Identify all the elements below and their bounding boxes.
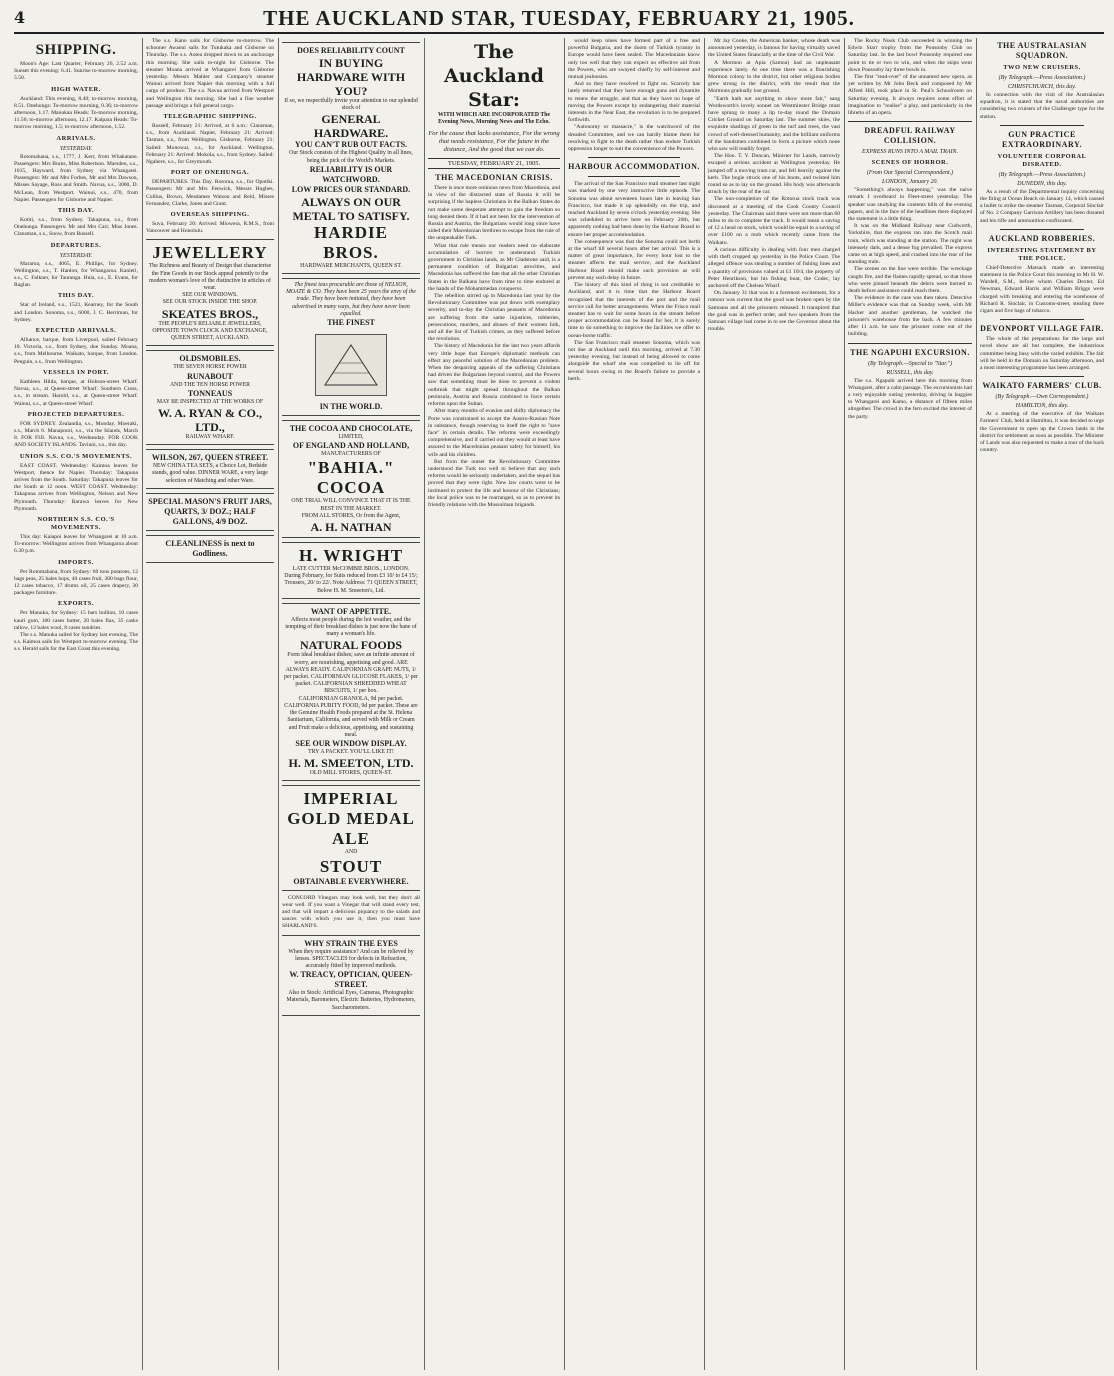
olds-line5: MAY BE INSPECTED AT THE WORKS OF <box>156 398 264 405</box>
natural-foods-advert <box>282 603 420 781</box>
col7-para-4: It was on the Midland Railway near Cudworth, Yorkshire, that the express ran into the Scotch mail train, which was standing at the station. The night was intensely dark, and a dense fog prevailed. The express came on at high speed, and crashed into the rear of the standing train. <box>848 223 972 266</box>
gold-medal-line: GOLD MEDAL <box>287 809 415 829</box>
running-head: THE AUCKLAND STAR, TUESDAY, FEBRUARY 21, 1905. <box>263 6 855 30</box>
hamilton-dateline: HAMILTON, this day. <box>1015 403 1069 410</box>
optician-footer: Also in Stock: Artificial Eyes, Cameras, Photographic Materials, Barometers, Electric Batteries, Hydrometers, Saccharometers. <box>286 990 416 1011</box>
this-day-heading: THIS DAY. <box>57 207 95 215</box>
col5-para-2: And so they have resolved to fight on. Scarcely has lately returned that they have enough guns and dynamite to renew the struggle, and that as they have no hope of moving the Powers except by endangering their material interests in the Near East, the revolution is to be prepared forthwith. <box>568 81 700 124</box>
own-correspondent-tag: (By Telegraph.—Own Correspondent.) <box>995 394 1089 401</box>
editorial-para-4: The history of Macedonia for the last two years affords very little hope that Europe's diplomatic methods can effect any peaceful solution of the Macedonian problem. When the despairing appeals of the suffering Christians had driven the Bulgarians beyond control, and the Powers saw that something must be done to prevent a violent outbreak that might spread throughout the Balkan peninsula, Austria and Russia combined to force certain reforms upon the Sultan. <box>428 343 560 408</box>
optician-body: When they require assistance? And can be relieved by lenses. SPECTACLES for defects in Refraction, accurately fitted by improved methods. <box>288 948 414 969</box>
column-railway-collision <box>848 38 977 1370</box>
wright-heading: H. WRIGHT <box>298 546 404 566</box>
cruisers-sub: TWO NEW CRUISERS. <box>1003 64 1081 71</box>
tea-logo-image <box>315 334 387 396</box>
vessels-text: Kathleen Hilda, barque, at Hobson-street Wharf. Navua, s.s., at Queen-street Wharf. Southern Cross, s.s., in stream. Harold, s.s., at Queen-street Wharf. Wainui, s.s., at Queen-street Wharf. <box>14 378 138 407</box>
divider <box>588 157 680 158</box>
col7-para-6: The evidence in the case was then taken. Detective Miller's evidence was that on Sunday week, with Mr Hacker and another gentleman, he watched the prisoner's warehouse from the back. A few minutes after 11 a.m. he saw the prisoner come out of the building. <box>848 295 972 338</box>
cocoa-line1: THE COCOA AND CHOCOLATE, <box>289 424 413 434</box>
jewellery-body: The Richness and Beauty of Design that characterise the Fine Goods in our Stock appeal potently to the modern woman's love of the distinctive in articles of wear. <box>148 263 272 292</box>
natural-foods-heading: NATURAL FOODS <box>299 638 403 653</box>
olds-firm: W. A. RYAN & CO., LTD., <box>157 405 263 434</box>
smeeton-address: OLD MILL STORES, QUEEN-ST. <box>309 770 393 777</box>
cocoa-line6: ONE TRIAL WILL CONVINCE THAT IT IS THE BEST IN THE MARKET. <box>291 498 411 512</box>
expected-heading: EXPECTED ARRIVALS. <box>35 327 117 335</box>
col8-para-6: At a meeting of the executive of the Waikato Farmers' Club, held at Hamilton, it was decided to urge the Government to open up the Crown lands in the district for settlement as soon as possible. The Minister of Lands was also requested to make a tour of the back country. <box>980 411 1104 454</box>
hardware-line5: RELIABILITY IS OUR WATCHWORD. <box>309 164 393 184</box>
mason-price: QUARTS, 3/ DOZ.; HALF GALLONS, 4/9 DOZ. <box>164 506 256 526</box>
divider <box>1000 376 1084 377</box>
arrivals-day: YESTERDAY. <box>59 145 93 152</box>
hardware-line3: GENERAL HARDWARE. <box>313 112 389 141</box>
col6-para-7: On January 31 that was in a foremost excitement, for a rumour was current that the good was broken open by the Samoans and all the prisoners released. It transpired that the goal was in perfect order, and two speakers from the Samoan village had come in to see the Governor about the trouble. <box>708 290 840 333</box>
hardware-line4: YOU CAN'T RUB OUT FACTS. <box>294 140 408 150</box>
editorial-headline: THE MACEDONIAN CRISIS. <box>435 173 553 182</box>
ngapuhi-tag: (By Telegraph.—Special to "Star.") <box>868 360 952 367</box>
expected-text: Alliance, barque, from Liverpool, sailed February 10. Victoria, s.s., from Sydney, due Sunday. Moana, s.s., from Melbourne. Waikato, barque, from London. Penguin, s.s., from Wellington. <box>14 337 138 365</box>
optician-heading: WHY STRAIN THE EYES <box>304 938 398 948</box>
olds-line1: THE SEVEN HORSE POWER <box>173 364 247 371</box>
column-telegrams <box>980 38 1104 1370</box>
union-text: EAST COAST. Wednesday: Kaimoa leaves for Westport, thence for Napier. Thursday: Takapuna arrives from the South. Saturday: Takapuna leaves for the South at 12 noon. WEST COAST. Wednesday: Takapuna arrives from Wellington, Nelson and New Plymouth. Thursday: Rarawa leaves for New Plymouth. <box>14 462 138 512</box>
hardware-address: HARDWARE MERCHANTS, QUEEN ST. <box>300 262 402 269</box>
shipping-intro: Moon's Age: Last Quarter, February 26, 2.52 a.m. Sunset this evening: 6.41. Sunrise to-morrow morning, 5.50. <box>14 61 138 82</box>
hardware-line6: LOW PRICES OUR STANDARD. <box>291 184 411 194</box>
harbour-headline: HARBOUR ACCOMMODATION. <box>568 162 700 172</box>
jewellery-see: SEE OUR WINDOWS. <box>182 292 238 299</box>
column-shipping <box>14 38 143 1370</box>
editorial-para-5: After many months of evasion and shifty diplomacy the Porte was constrained to accept the Austro-Russian Note in substance, though reserving to itself the right to "save face" in certain details. The reforms were exceedingly comprehensive, and if carried out they would at least have assured to the Macedonian peasant safety for himself, his wife and his children. <box>428 408 560 458</box>
wilson-advert <box>146 449 274 489</box>
obtainable-line: OBTAINABLE EVERYWHERE. <box>293 876 409 886</box>
shipping-heading: SHIPPING. <box>35 42 117 58</box>
ngapuhi-headline: THE NGAPUHI EXCURSION. <box>850 347 970 357</box>
column-news-notes <box>708 38 845 1370</box>
union-heading: UNION S.S. CO.'S MOVEMENTS. <box>19 452 133 460</box>
cleanliness-advert <box>146 535 274 563</box>
port-heading: PORT OF ONEHUNGA. <box>170 169 250 177</box>
col7-para-5: The scenes on the line were terrible. The wreckage caught fire, and the flames rapidly spread, so that those who were pinned beneath the debris were burned to death before assistance could reach them. <box>848 266 972 295</box>
press-tag-1: (By Telegraph.—Press Association.) <box>998 75 1086 81</box>
oldsmobile-advert <box>146 350 274 445</box>
divider <box>1000 125 1084 126</box>
arrivals-text: Rotomahana, s.s., 1777, J. Kerr, from Whakatane. Passengers: Mrs Burns, Miss Robertson. Marsden, s.s., 1015, Hayward, from Sydney via Whangarei. Passengers: Mr and Mrs Forbes, Mr and Mrs Dawson, Misses Sayage, Ross and Smith. Navua, s.s., 3000, D. McLean, from Westport. Wainui, s.s., 470, from Napier. Passengers for Gisborne and Napier. <box>14 153 138 203</box>
cocoa-line2: LIMITED, <box>338 434 364 441</box>
collision-headline: DREADFUL RAILWAY COLLISION. <box>864 126 956 146</box>
column-editorial-continued <box>568 38 705 1370</box>
imperial-line: IMPERIAL <box>303 789 399 809</box>
imports-text: Per Rotomahana, from Sydney: 60 tons potatoes, 12 bags peas, 25 bales hops, 40 cases fruit, 300 bags flour, 12 cases tobacco, 17 drums oil, 25 cases drapery, 30 packages furniture. <box>14 568 138 597</box>
page-number: 4 <box>14 8 26 27</box>
col5-para-6: The history of this kind of thing is not creditable to Auckland, and it is time that the Harbour Board recognised that the interests of the port and the mail service call for better arrangements. When the Frisco mail steamer has to wait for some hours in the stream before proper accommodation can be found for her, it is surely time to do something to improve the facilities we offer to ocean-borne traffic. <box>568 282 700 339</box>
farmers-club-headline: WAIKATO FARMERS' CLUB. <box>982 381 1102 391</box>
cocoa-line5: "BAHIA." COCOA <box>307 458 395 498</box>
editorial-para-6: But from the outset the Revolutionary Committee understood the Turk too well to believe that any such reforms would be seriously undertaken, and the sequel has proved that they were right. New law courts were to be instituted to protect the life and honour of the Christians; the local police was to be rearranged, so as to prevent its friendly relations with the Mussulman brigands. <box>428 458 560 508</box>
tea-body: The finest teas procurable are those of NELSON, MOATE & CO. They have been 25 years the envy of the trade. They have been imitated, they have been advertised in many ways, but they have never been equalled. <box>286 282 416 317</box>
wright-advert <box>282 542 420 599</box>
squadron-headline: THE AUSTRALASIAN SQUADRON. <box>997 41 1087 60</box>
col6-para-3: "Earth hath not anything to show more fair," sang Wordsworth's lovely sonnet on Westminster Bridge must have sprung to many a lip to-day round the Domain Cricket Ground on Saturday last. The summer skies, the exquisite shadings of green in the turf and trees, the vast crowd of well-dressed humanity, and the brilliant uniforms of the bandsmen combined to form a picture which none who saw will readily forget. <box>708 95 840 153</box>
this-day-text: Kotiti, s.s., from Sydney. Takapuna, s.s., from Onehunga. Passengers: Mr and Mrs Carr, Miss Jones. Clansman, s.s., Snow, from Russell. <box>14 217 138 238</box>
jewellery-advert <box>146 239 274 346</box>
appetite-heading: WANT OF APPETITE. <box>310 606 392 616</box>
hardware-body: If so, we respectfully invite your attention to our splendid stock of <box>284 98 418 112</box>
port-text: DEPARTURES. This Day. Rotorua, s.s., for Opotiki. Passengers: Mr and Mrs Fenwick, Messrs Hughes, Collins, Brown, Mesdames Watson and Reid, Misses Fernandez, Clarke, Jones and Grant. <box>146 179 274 207</box>
imports-heading: IMPORTS. <box>58 558 94 566</box>
departures-day: YESTERDAY. <box>59 252 93 259</box>
wilson-body: NEW CHINA TEA SETS, a Choice Lot, Bedside stands, good value. DINNER WARE, a very large selection of Matching and other Ware. <box>152 463 268 484</box>
cleanliness-heading: CLEANLINESS is next to Godliness. <box>165 538 255 558</box>
hardware-line7: ALWAYS ON OUR METAL TO SATISFY. <box>292 194 410 223</box>
high-water-heading: HIGH WATER. <box>51 85 101 93</box>
col6-para-2: A Mormon at Apia (Samoa) had an unpleasant experience lately. At one time there was a flourishing Mormon colony in the district, but other religious bodies grew strong in the district, with the result that the Mormons gradually lost ground. <box>708 59 840 95</box>
optician-advert <box>282 935 420 1016</box>
hardware-firm: HARDIE BROS. <box>313 222 388 262</box>
mason-advert <box>146 493 274 531</box>
jewellery-address: OPPOSITE TOWN CLOCK AND EXCHANGE, QUEEN STREET, AUCKLAND. <box>152 327 268 342</box>
optician-firm: W. TREACY, OPTICIAN, QUEEN-STREET. <box>289 970 413 990</box>
tea-pyramid-icon <box>321 343 381 387</box>
hardware-advert <box>282 42 420 274</box>
departures-heading: DEPARTURES. <box>50 241 102 249</box>
projected-heading: PROJECTED DEPARTURES. <box>27 410 125 418</box>
high-water-text: Auckland: This evening, 8.40; to-morrow morning, 8.51. Onehunga: To-morrow morning, 0.36; to-morrow afternoon, 1.17. Manukau Heads: To-morrow morning, 11.56; to-morrow afternoon, 12.17. Kaipara Heads: To-morrow morning, 1.5; to-morrow afternoon, 1.52. <box>14 95 138 131</box>
russell-dateline: RUSSELL, this day. <box>886 369 934 376</box>
jewellery-firm: THE PEOPLE'S RELIABLE JEWELLERS, <box>158 320 262 327</box>
collision-sub: EXPRESS RUNS INTO A MAIL TRAIN. <box>862 149 958 156</box>
divider <box>588 176 680 177</box>
editorial-para-1: There is once more ominous news from Macedonia, and in view of the distracted state of Russia it will be surprising if the hapless Christians in the Balkan States do not make some desperate attempt to gain the freedom so long denied them. If it had not been for the intervention of Russia and Austria, the Bulgarians would long since have aided their Macedonian brethren to escape from the rule of the unspeakable Turk. <box>428 185 560 242</box>
this-day2-text: Star of Ireland, s.s., 1521, Kearney, for the South and London. Sonoma, s.s., 6000, J. C. Herriman, for Sydney. <box>14 302 138 323</box>
robberies-headline: AUCKLAND ROBBERIES. <box>988 233 1096 243</box>
cocoa-line7: FROM ALL STORES, Or from the Agent, <box>301 512 401 519</box>
try-packet: TRY A PACKET. YOU'LL LIKE IT! <box>308 748 394 755</box>
cocoa-line3: OF ENGLAND AND HOLLAND, <box>292 441 410 451</box>
editorial-para-3: The rebellion stirred up in Macedonia last year by the Revolutionary Committee was put down with exemplary severity, and to-day the Christian peasants of Macedonia are suffering from the same injustices, robberies, persecutions, murders, and abuses of their women folk, and all the list of Turkish crimes, as they suffered before the revolution. <box>428 293 560 343</box>
northern-heading: NORTHERN S.S. CO.'S MOVEMENTS. <box>37 515 115 531</box>
col7-para-7: The s.s. Ngapuhi arrived here this morning from Whangarei, after a calm passage. The excursionists had a very enjoyable outing yesterday, driving in buggies to Whangarei and Kamo, a distance of fifteen miles altogether. The crowd in the fern excited the interest of the party. <box>848 377 972 420</box>
col8-para-5: The whole of the preparations for the large and novel show are all but complete, the industrious committee being busy with the varied exhibits. The fair will be held in the Domain on Saturday afternoon, and a most interesting programme has been arranged. <box>980 336 1104 372</box>
col6-para-6: A curious difficulty in dealing with four men charged with theft cropped up yesterday in the Police Court. The alleged offence was stealing a number of fishing lines and a quantity of provisions valued at £1 10/4, the property of Peter Henrikson, but his fishing boat, the Codec, lay anchored off the Chelsea Wharf. <box>708 246 840 289</box>
telegraphic-text: Russell, February 21: Arrived, at 6 a.m.: Clansman, s.s., from Auckland. Napier, February 21: Arrived: Tasman, s.s., from Wellington. Gisborne, February 21: Sailed: Monowai, s.s., for Auckland. Wellington, February 21: Arrived: Mokoia, s.s., from Sydney. Sailed: Ngahere, s.s., for Greymouth. <box>146 123 274 166</box>
arrivals-heading: ARRIVALS. <box>56 134 96 142</box>
horror-headline: SCENES OF HORROR. <box>871 159 949 167</box>
projected-text: FOR SYDNEY. Zealandia, s.s., Monday. Moeraki, s.s., March 6. Manapouri, s.s., via the Islands, March 8. FOR FIJI. Navua, s.s., Wednesday. FOR COOK AND SOCIETY ISLANDS. Taviuni, s.s., this day. <box>14 420 138 449</box>
col8-para-2: As a result of the Departmental inquiry concerning the firing at Ocean Beach on January 14, which caused a bullet to strike the steamer Tasman, Corporal Sinclair of No. 2 Company Garrison Artillery has been disrated and his rifle and ammunition confiscated. <box>980 188 1104 224</box>
col6-para-4: The Hon. T. Y. Duncan, Minister for Lands, narrowly escaped a serious accident at Wellington yesterday. He jumped off a moving tram car, and fell heavily against the kerb. The bogie struck one of his boots, and twisted him round so as to lay on the ground. His body was afterwards struck by the rear of the car. <box>708 153 840 196</box>
exports-text: Per Manuka, for Sydney: 15 bars bullion, 10 cases kauri gum, 100 cases butter, 20 bales flax, 35 casks tallow, 12 bales wool, 8 cases sundries. <box>14 610 138 631</box>
corporal-headline: VOLUNTEER CORPORAL DISRATED. <box>997 152 1087 168</box>
editorial-para-2: What that rule means our readers need no elaborate accumulation of horrors to understand. Turkish government in Christian lands, as Mr Gladstone said, is a permanent condition of Bulgarian atrocities, and Macedonia has suffered the fate that all the other Christian States in the Balkans have from time to time endured at the hands of the Mohammedan conqueror. <box>428 242 560 292</box>
olds-line4: TONNEAUS <box>187 388 233 398</box>
col5-para-1: would keep nines have formed part of a free and powerful Bulgaria, and the doom of Turkish tyranny in Europe would have been sealed. The Macedonians know only too well that they can expect no effective aid from the Powers, who are swayed chiefly by self-interest and mutual jealousies. <box>568 38 700 81</box>
divider <box>1000 229 1084 230</box>
cocoa-line4: MANUFACTURERS OF <box>321 451 381 458</box>
departures-text: Mararoa, s.s., 4065, E. Phillips, for Sydney. Wellington, s.s., T. Hanlon, for Whangaroa. Kanieri, s.s., C. Falkner, for Tauranga. Huia, s.s., E. Evans, for Raglan. <box>14 260 138 289</box>
imperial-ale-advert <box>282 785 420 890</box>
this-day2-heading: THIS DAY. <box>57 292 95 300</box>
nameplate-sub: WITH WHICH ARE INCORPORATED The Evening News, Morning News and The Echo. <box>437 112 551 125</box>
natural-foods-body2: CALIFORNIAN GRANOLA, 9d per packet. CALIFORNIA PURITY FOOD, 9d per packet. These are the Genuine Health Foods prepared at the St. Helena Sanitarium, California, and served with Milk or Cream and Fruit make a delicious, appetising, and sustaining meal. <box>284 695 418 738</box>
column-adverts <box>282 38 425 1370</box>
col5-para-5: The consequence was that the Sonoma could not berth at the wharf till several hours after her arrival. This is a matter of great importance, for every hour lost to the steamer affects the mail service, and the Auckland Harbour Board should make such provision as will prevent any such delay in future. <box>568 238 700 281</box>
appetite-body: Affects most people during the hot weather, and the tempting of their breakfast dishes is just now the bane of many a woman's life. <box>285 616 417 638</box>
col8-para-4: Chief-Detective Marsack made an interesting statement in the Police Court this morning to Mr H. W. Wardell, S.M., before whom Charles Dexter, Ed Newman, Edward Harris and William Briggs were charged with breaking and entering the warehouse of Richard R. Sinclair, in Customs-street, stealing three cigars and five bags of tobacco. <box>980 264 1104 315</box>
masthead <box>14 6 1104 34</box>
olds-line2: RUNABOUT <box>187 371 233 381</box>
col8-para-1: In connection with the visit of the Australasian squadron, it is stated that the naval authorities are considering two cruisers of the Challenger type for the station. <box>980 92 1104 120</box>
divider <box>848 343 972 344</box>
column-shipping-notes <box>146 38 279 1370</box>
col7-para-1: The Rocky Nook Club succeeded in winning the Edwin Starr trophy from the Ponsonby Club on Saturday last. In the last bowl Ponsonby required one point to tie or two to win, and when the skips went down Ponsonby lay three bowls in. <box>848 38 972 73</box>
natural-foods-body: Form ideal breakfast dishes; save an infinite amount of worry, are nourishing, appetising and good. ARE ALWAYS READY. CALIFORNIAN GRAPE NUTS, 1/ per packet. CALIFORNIAN GLUCOSE FLAKES, 1/ per packet. CALIFORNIAN SHREDDED WHEAT BISCUITS, 1/ per box. <box>284 652 418 695</box>
concord-vinegar-text: CONCORD Vinegars may look well, but they don't all wear well. If you want a Vinegar that will stand every test, and that will impart a delicious piquancy to the salads and sauces with which you use it, then you must have SHARLAND'S. <box>282 894 420 930</box>
jewellery-firm-name: SKEATES BROS., <box>161 306 259 321</box>
col5-para-3: "Autonomy or massacre," is the watchword of the dreaded Committee, and we can hardly blame them for resolving to fight to the death rather than endure Turkish oppression longer to suit the convenience of the Powers. <box>568 124 700 153</box>
wright-sub: LATE CUTTER McCOMBIE BROS., LONDON. <box>292 566 410 573</box>
divider <box>1000 319 1084 320</box>
col7-para-2: The first "read-over" of the unnamed new opera, as yet written by Mr John Beck and composed by Mr Alfred Hill, took place in St. Paul's Schoolroom on Saturday evening. It always requires some effort of imagination to "realise" a play, and particularly in the libretto of an opera. <box>848 74 972 117</box>
jewellery-stock: SEE OUR STOCK INSIDE THE SHOP. <box>162 299 258 306</box>
shipping-notes-text: The s.s. Kano sails for Gisborne to-morrow. The schooner Awanui sails for Tutukaka and Gisborne on Thursday. The s.s. Aotea dropped down to an anchorage this morning. She sails to-night for Gisborne. The steamer Moana arrived at Whangarei from Gisborne yesterday. Messrs Mahler and Company's steamer Wainui arrived from Napier this morning with a full cargo of produce. The s.s. Navua arrived from Westport and Wellington this morning. She had a fine weather passage and brings a full general cargo. <box>146 38 274 109</box>
overseas-text: Suva, February 20: Arrived: Miowera, R.M.S., from Vancouver and Honolulu. <box>146 221 274 235</box>
wilson-heading: WILSON, 267, QUEEN STREET. <box>151 453 269 463</box>
cocoa-advert <box>282 420 420 538</box>
gun-practice-headline: GUN PRACTICE EXTRAORDINARY. <box>1002 129 1082 149</box>
motto: For the cause that lacks assistance, For the wrong that needs resistance, For the future in the distance, And the good that we can do. <box>428 130 560 153</box>
col6-para-5: The non-completion of the Rotorua stock track was discussed at a meeting of the Cook County Council yesterday. The Chairman said there were not more than 60 miles to do to complete the track. It would mean a saving of 12 a head on stock, which would be equal to a saving of over £100 on a mob which recently came from the Waikato. <box>708 196 840 246</box>
nameplate: The Auckland Star: <box>444 41 544 111</box>
jewellery-heading: JEWELLERY <box>152 243 268 263</box>
olds-heading: OLDSMOBILES. <box>179 354 241 364</box>
telegraphic-heading: TELEGRAPHIC SHIPPING. <box>163 113 257 121</box>
vessels-heading: VESSELS IN PORT. <box>43 368 109 376</box>
column-editorial <box>428 38 565 1370</box>
dunedin-dateline: DUNEDIN, this day. <box>1017 180 1067 187</box>
hardware-line2: IN BUYING HARDWARE WITH YOU? <box>296 56 406 98</box>
exports-heading: EXPORTS. <box>57 600 95 608</box>
olds-address: RAILWAY WHARF. <box>185 433 235 440</box>
olds-line3: AND THE TEN HORSE POWER <box>170 381 250 388</box>
tea-advert <box>282 278 420 416</box>
hardware-body2: Our Stock consists of the Highest Quality in all lines, being the pick of the World's Markets. <box>289 150 413 164</box>
mason-heading: SPECIAL MASON'S FRUIT JARS, <box>148 496 272 506</box>
correspondent-tag: (From Our Special Correspondent.) <box>866 170 954 177</box>
ale-line: ALE <box>332 829 370 849</box>
london-dateline: LONDON, January 20. <box>881 179 938 186</box>
col5-para-7: The San Francisco mail steamer Sonoma, which was not due at Auckland until this morning, arrived at 7.30 yesterday evening, but instead of being allowed to come alongside the wharf she was compelled to lie off for several hours owing to the Board's failure to provide a berth. <box>568 339 700 382</box>
divider <box>848 121 972 122</box>
tea-finest: THE FINEST <box>327 318 375 328</box>
editorial-date: TUESDAY, FEBRUARY 21, 1905. <box>428 158 560 169</box>
hardware-line1: DOES RELIABILITY COUNT <box>297 46 405 55</box>
stout-line: STOUT <box>319 856 383 876</box>
christchurch-dateline: CHRISTCHURCH, this day. <box>1007 84 1076 90</box>
tea-world: IN THE WORLD. <box>319 402 383 412</box>
police-sub: INTERESTING STATEMENT BY THE POLICE. <box>987 246 1097 262</box>
exports-notes: The s.s. Manuka sailed for Sydney last evening. The s.s. Kaimoa sails for Westport to-morrow evening. The s.s. Herald sails for the East Coast this evening. <box>14 631 138 653</box>
col7-para-3: "Something's always happening," was the naive remark I overheard in Fleet-street yesterday. The speaker was studying the contents bills of the evening papers, and in the face of the headlines there displayed the statement is a little thing. <box>848 187 972 223</box>
smeeton-firm: H. M. SMEETON, LTD. <box>288 756 414 771</box>
cocoa-agent: A. H. NATHAN <box>310 520 392 535</box>
devonport-headline: DEVONPORT VILLAGE FAIR. <box>980 324 1104 334</box>
northern-text: This day: Kaiapoi leaves for Whangarei at 10 a.m. To-morrow: Wellington arrives from Whangaroa about 6.30 p.m. <box>14 533 138 555</box>
overseas-heading: OVERSEAS SHIPPING. <box>170 211 250 219</box>
col5-para-4: The arrival of the San Francisco mail steamer last night was marked by one very instructive little episode. The Sonoma was about seventeen hours late in leaving San Francisco, but made it up splendidly on the trip, and reached Auckland by seven o'clock yesterday evening. She was scheduled to arrive here on February 20th, but apparently nothing had been done by the Harbour Board to ensure her proper accommodation. <box>568 181 700 238</box>
press-tag-2: (By Telegraph.—Press Association.) <box>998 171 1086 178</box>
col6-para-1: Mr Jay Cooke, the American banker, whose death was announced yesterday, is famous for having virtually saved the United States financially at the time of the Civil War. <box>708 38 840 59</box>
and-line: AND <box>344 849 358 856</box>
wright-body: During February, for Suits reduced from £3 10/ to £4 15/; Trousers, 20/ to 22/. Note Address: 71 QUEEN STREET, Below H. M. Smeeton's, Ltd. <box>284 573 418 594</box>
window-display: SEE OUR WINDOW DISPLAY. <box>295 738 407 748</box>
